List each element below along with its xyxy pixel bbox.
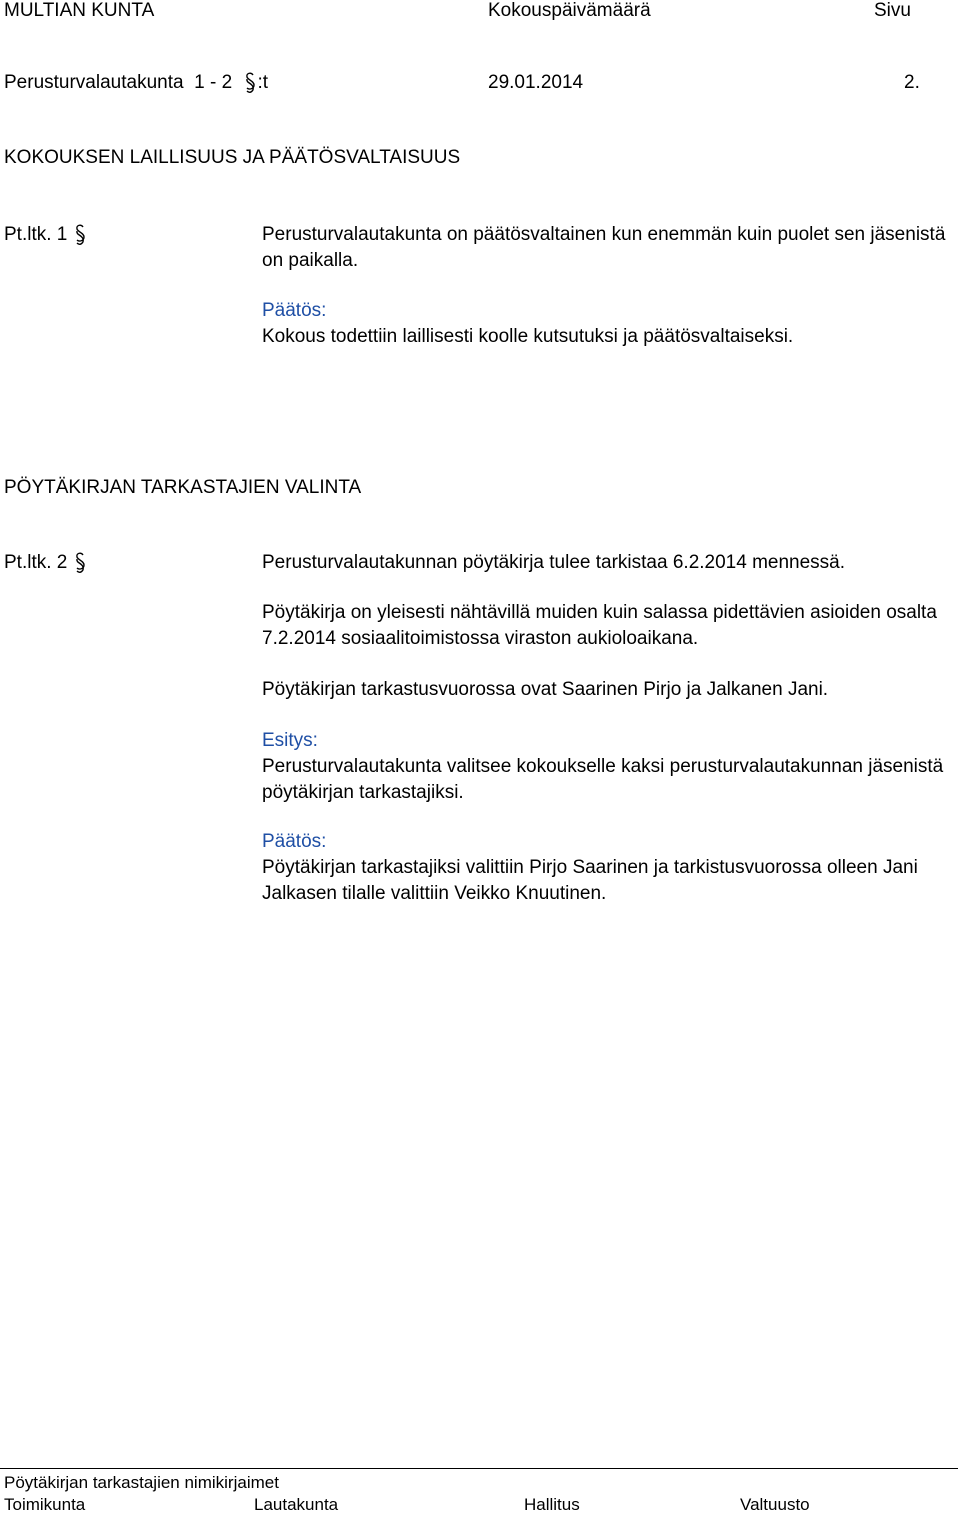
proposal-label: Esitys: [262, 730, 318, 751]
footer-col-hallitus: Hallitus [524, 1495, 580, 1514]
municipality-name: MULTIAN KUNTA [4, 0, 155, 21]
item-2-line1 [262, 550, 958, 576]
inspector-turn-text: Pöytäkirjan tarkastusvuorossa ovat Saarinen Pirjo ja Jalkanen Jani. [262, 679, 829, 700]
item-ref-2 [4, 550, 87, 576]
section-sign-icon [73, 550, 87, 576]
page-label: Sivu [874, 0, 911, 21]
footer-col-toimikunta: Toimikunta [4, 1495, 86, 1514]
page-number: 2. [904, 72, 920, 93]
item-2-proposal [262, 728, 958, 806]
sections-suffix: :t [257, 72, 268, 93]
footer-col-valtuusto: Valtuusto [740, 1495, 810, 1514]
section-sign-icon [73, 222, 87, 248]
review-deadline-text: Perusturvalautakunnan pöytäkirja tulee tarkistaa 6.2.2014 mennessä. [262, 552, 846, 573]
footer-col-lautakunta: Lautakunta [254, 1495, 339, 1514]
item-1-decision [262, 298, 958, 350]
item-ref-1 [4, 222, 87, 248]
section-sign-icon [243, 70, 257, 96]
availability-text: Pöytäkirja on yleisesti nähtävillä muiden kuin salassa pidettävien asioiden osalta 7.2.2014 sosiaalitoimistossa viraston aukioloaikana. [262, 602, 937, 649]
item-2-decision [262, 829, 958, 907]
meeting-date: 29.01.2014 [488, 72, 584, 93]
item-2-line3 [262, 677, 958, 703]
meeting-date-label: Kokouspäivämäärä [488, 0, 651, 21]
section-heading-inspectors: PÖYTÄKIRJAN TARKASTAJIEN VALINTA [4, 477, 362, 498]
sections-range: 1 - 2 [194, 72, 233, 93]
decision-label: Päätös: [262, 831, 327, 852]
section-heading-legality: KOKOUKSEN LAILLISUUS JA PÄÄTÖSVALTAISUUS [4, 147, 461, 168]
meta-body [4, 70, 268, 96]
proposal-text: Perusturvalautakunta valitsee kokoukselle kaksi perusturvalautakunnan jäsenistä pöytäkirjan tarkastajiksi. [262, 756, 944, 803]
footer-title: Pöytäkirjan tarkastajien nimikirjaimet [4, 1473, 279, 1492]
item-1-text: Perusturvalautakunta on päätösvaltainen kun enemmän kuin puolet sen jäsenistä on paikalla. [262, 224, 946, 271]
decision-text: Kokous todettiin laillisesti koolle kutsutuksi ja päätösvaltaiseksi. [262, 326, 794, 347]
item-2-line2 [262, 600, 958, 652]
committee-name: Perusturvalautakunta [4, 72, 184, 93]
decision-text: Pöytäkirjan tarkastajiksi valittiin Pirjo Saarinen ja tarkistusvuorossa olleen Jani Jalkasen tilalle valittiin Veikko Knuutinen. [262, 857, 918, 904]
item-1-body [262, 222, 958, 274]
item-ref-text: Pt.ltk. 2 [4, 552, 68, 573]
item-ref-text: Pt.ltk. 1 [4, 224, 68, 245]
footer-divider [0, 1468, 958, 1469]
decision-label: Päätös: [262, 300, 327, 321]
